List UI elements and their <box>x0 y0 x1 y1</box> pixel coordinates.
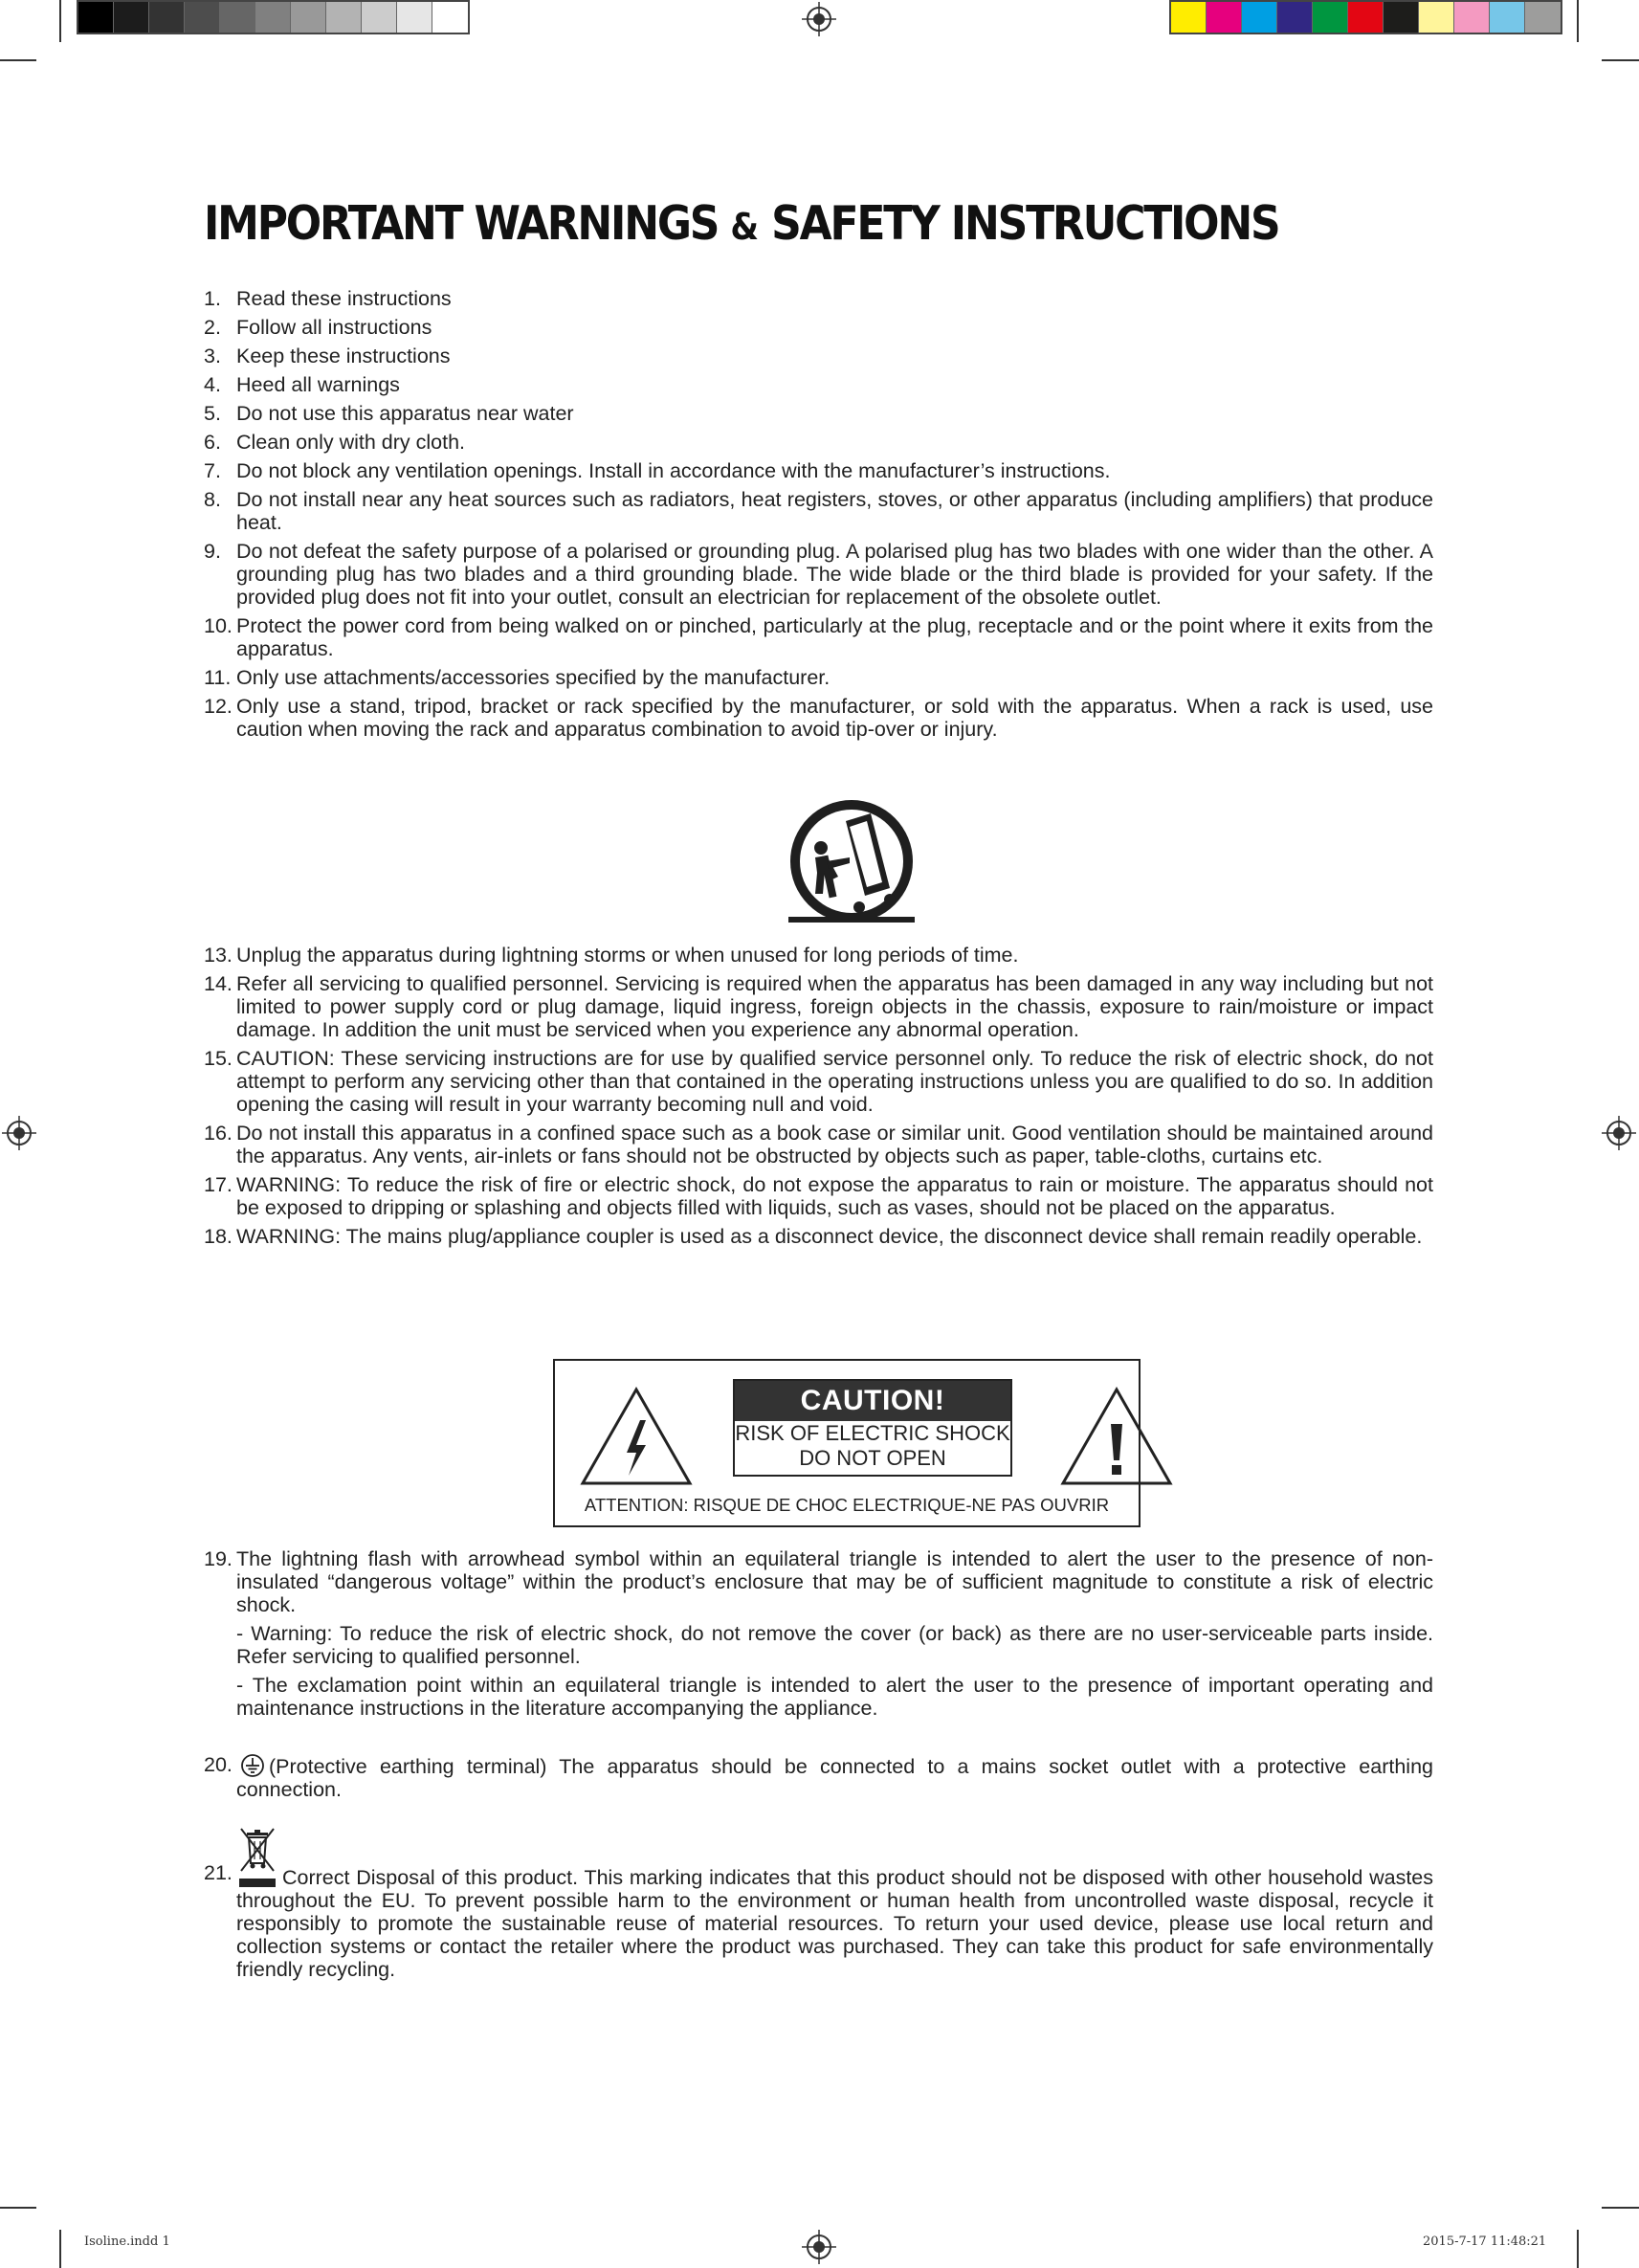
item-number: 1. <box>204 287 221 310</box>
crossed-out-bin-icon <box>236 1825 280 1890</box>
item-text: Keep these instructions <box>236 345 451 367</box>
footer-timestamp: 2015-7-17 11:48:21 <box>1423 2235 1547 2249</box>
crop-mark <box>1577 2230 1579 2268</box>
crop-mark <box>0 59 36 61</box>
item-text: Heed all warnings <box>236 373 400 396</box>
item-text-with-icon <box>236 1861 1433 1981</box>
list-item <box>204 373 1433 396</box>
list-item <box>204 1861 1433 1981</box>
color-swatch <box>1207 2 1242 33</box>
color-swatch <box>114 2 149 33</box>
color-swatch <box>326 2 362 33</box>
footer-file-name: Isoline.indd 1 <box>84 2235 170 2249</box>
item-text: Do not use this apparatus near water <box>236 402 574 425</box>
list-item <box>204 695 1433 741</box>
item-number: 14. <box>204 972 233 995</box>
list-item <box>204 316 1433 339</box>
caution-heading: CAUTION! <box>735 1381 1010 1421</box>
item-number: 11. <box>204 666 232 689</box>
item-number: 15. <box>204 1047 233 1070</box>
item-number: 5. <box>204 402 221 425</box>
item-text: Unplug the apparatus during lightning storms or when unused for long periods of time. <box>236 944 1019 967</box>
list-subitem <box>236 1674 1433 1720</box>
exclamation-triangle-icon <box>1059 1386 1174 1487</box>
crop-mark <box>59 0 61 42</box>
list-item <box>204 944 1433 967</box>
item-text: Clean only with dry cloth. <box>236 431 465 454</box>
list-item <box>204 431 1433 454</box>
list-item <box>204 402 1433 425</box>
page-title <box>204 196 1279 251</box>
caution-line-1: RISK OF ELECTRIC SHOCK <box>735 1421 1010 1445</box>
item-text: WARNING: To reduce the risk of fire or electric shock, do not expose the apparatus to rain or moisture. The apparatus should not be exposed to dripping or splashing and objects filled with liquids, such as vases, should not be placed on the apparatus. <box>236 1173 1433 1219</box>
list-item <box>204 1225 1433 1248</box>
instruction-list <box>204 944 1433 1254</box>
item-text: Only use attachments/accessories specified by the manufacturer. <box>236 666 831 689</box>
item-number: 10. <box>204 614 233 637</box>
item-text: (Protective earthing terminal) The apparatus should be connected to a mains socket outlet with a protective earthing connection. <box>236 1755 1433 1801</box>
instruction-list <box>204 287 1433 746</box>
crop-mark <box>1602 59 1639 61</box>
title-text-tail: SAFETY INSTRUCTIONS <box>771 196 1279 252</box>
crop-mark <box>0 2207 36 2209</box>
item-number: 6. <box>204 431 221 454</box>
color-swatch <box>149 2 185 33</box>
caution-label <box>553 1359 1141 1527</box>
instruction-list <box>204 1753 1433 1807</box>
item-text: Do not install near any heat sources such as radiators, heat registers, stoves, or other apparatus (including amplifiers) that produce heat. <box>236 488 1433 534</box>
color-swatch <box>362 2 397 33</box>
list-item <box>204 1547 1433 1616</box>
title-ampersand: & <box>730 206 760 249</box>
item-text: Read these instructions <box>236 287 452 310</box>
color-swatch <box>1490 2 1525 33</box>
color-swatch <box>185 2 220 33</box>
color-swatch <box>1525 2 1561 33</box>
lightning-triangle-icon <box>579 1386 694 1487</box>
item-text: Do not defeat the safety purpose of a polarised or grounding plug. A polarised plug has two blades with one wider than the other. A grounding plug has two blades and a third grounding blade. The wide blade or the third blade is provided for your safety. If the provided plug does not fit into your outlet, consult an electrician for replacement of the obsolete outlet. <box>236 540 1433 609</box>
color-swatch <box>291 2 326 33</box>
item-number: 4. <box>204 373 221 396</box>
color-swatch <box>1384 2 1419 33</box>
title-text: IMPORTANT WARNINGS <box>204 196 719 252</box>
item-text: Do not install this apparatus in a confined space such as a book case or similar unit. Good ventilation should be maintained around the apparatus. Any vents, air-inlets or fans should not be obstructed by objects such as paper, table-cloths, curtains etc. <box>236 1122 1433 1167</box>
list-item <box>204 345 1433 367</box>
item-text-with-icon <box>236 1753 1433 1801</box>
list-item <box>204 1753 1433 1801</box>
item-number: 21. <box>204 1861 233 1884</box>
list-item <box>204 666 1433 689</box>
item-text: CAUTION: These servicing instructions are for use by qualified service personnel only. To reduce the risk of electric shock, do not attempt to perform any servicing other than that contained in the operating instructions unless you are qualified to do so. In addition opening the casing will result in your warranty becoming null and void. <box>236 1047 1433 1116</box>
list-item <box>204 972 1433 1041</box>
list-item <box>204 1173 1433 1219</box>
subitem-text: - The exclamation point within an equilateral triangle is intended to alert the user to the presence of important operating and maintenance instructions in the literature accompanying the appliance. <box>236 1674 1433 1720</box>
item-text: Correct Disposal of this product. This marking indicates that this product should not be disposed with other household wastes throughout the EU. To prevent possible harm to the environment or human health from uncontrolled waste disposal, recycle it responsibly to promote the sustainable reuse of material resources. To return your used device, please use local return and collection systems or contact the retailer where the product was purchased. They can take this product for safe environmentally friendly recycling. <box>236 1866 1433 1981</box>
registration-mark-icon <box>2 1116 36 1150</box>
item-number: 16. <box>204 1122 233 1145</box>
item-number: 2. <box>204 316 221 339</box>
protective-earth-icon <box>236 1753 269 1778</box>
item-number: 8. <box>204 488 221 511</box>
list-item <box>204 287 1433 310</box>
item-text: Follow all instructions <box>236 316 432 339</box>
color-swatch <box>1348 2 1384 33</box>
list-item <box>204 1047 1433 1116</box>
item-text: Refer all servicing to qualified personnel. Servicing is required when the apparatus has been damaged in any way including but not limited to power supply cord or plug damage, liquid ingress, foreign objects in the chassis, exposure to rain/moisture or impact damage. In addition the unit must be serviced when you experience any abnormal operation. <box>236 972 1433 1041</box>
list-item <box>204 540 1433 609</box>
item-number: 9. <box>204 540 221 563</box>
item-number: 17. <box>204 1173 233 1196</box>
item-text: WARNING: The mains plug/appliance coupler is used as a disconnect device, the disconnect device shall remain readily operable. <box>236 1225 1423 1248</box>
color-swatch <box>1419 2 1454 33</box>
instruction-list <box>204 1861 1433 1987</box>
item-number: 13. <box>204 944 233 967</box>
color-swatch <box>78 2 114 33</box>
color-calibration-bar <box>1169 0 1562 34</box>
color-swatch <box>432 2 468 33</box>
item-number: 7. <box>204 459 221 482</box>
caution-panel <box>733 1379 1012 1477</box>
registration-mark-icon <box>1602 1116 1636 1150</box>
color-swatch <box>1242 2 1277 33</box>
cart-tip-over-warning-icon <box>767 794 936 938</box>
grayscale-calibration-bar <box>77 0 470 34</box>
caution-line-2: DO NOT OPEN <box>799 1446 946 1470</box>
item-number: 20. <box>204 1753 233 1776</box>
item-number: 12. <box>204 695 233 718</box>
color-swatch <box>1277 2 1313 33</box>
item-number: 3. <box>204 345 221 367</box>
color-swatch <box>397 2 432 33</box>
crop-mark <box>59 2230 61 2268</box>
list-item <box>204 488 1433 534</box>
item-text: Protect the power cord from being walked on or pinched, particularly at the plug, receptacle and or the point where it exits from the apparatus. <box>236 614 1433 660</box>
registration-mark-icon <box>802 2 836 36</box>
item-text: The lightning flash with arrowhead symbol within an equilateral triangle is intended to alert the user to the presence of non-insulated “dangerous voltage” within the product’s enclosure that may be of sufficient magnitude to constitute a risk of electric shock. <box>236 1547 1433 1616</box>
color-swatch <box>220 2 255 33</box>
list-item <box>204 459 1433 482</box>
color-swatch <box>1313 2 1348 33</box>
list-item <box>204 1122 1433 1167</box>
crop-mark <box>1602 2207 1639 2209</box>
instruction-list <box>204 1547 1433 1725</box>
item-number: 18. <box>204 1225 233 1248</box>
registration-mark-icon <box>802 2230 836 2264</box>
color-swatch <box>1454 2 1490 33</box>
caution-attention-text: ATTENTION: RISQUE DE CHOC ELECTRIQUE-NE PAS OUVRIR <box>584 1495 1110 1515</box>
item-number: 19. <box>204 1547 233 1570</box>
list-subitem <box>236 1622 1433 1668</box>
subitem-text: - Warning: To reduce the risk of electric shock, do not remove the cover (or back) as there are no user-serviceable parts inside. Refer servicing to qualified personnel. <box>236 1622 1433 1668</box>
color-swatch <box>255 2 291 33</box>
color-swatch <box>1171 2 1207 33</box>
crop-mark <box>1577 0 1579 42</box>
item-text: Only use a stand, tripod, bracket or rack specified by the manufacturer, or sold with the apparatus. When a rack is used, use caution when moving the rack and apparatus combination to avoid tip-over or injury. <box>236 695 1433 741</box>
list-item <box>204 614 1433 660</box>
item-text: Do not block any ventilation openings. Install in accordance with the manufacturer’s instructions. <box>236 459 1111 482</box>
